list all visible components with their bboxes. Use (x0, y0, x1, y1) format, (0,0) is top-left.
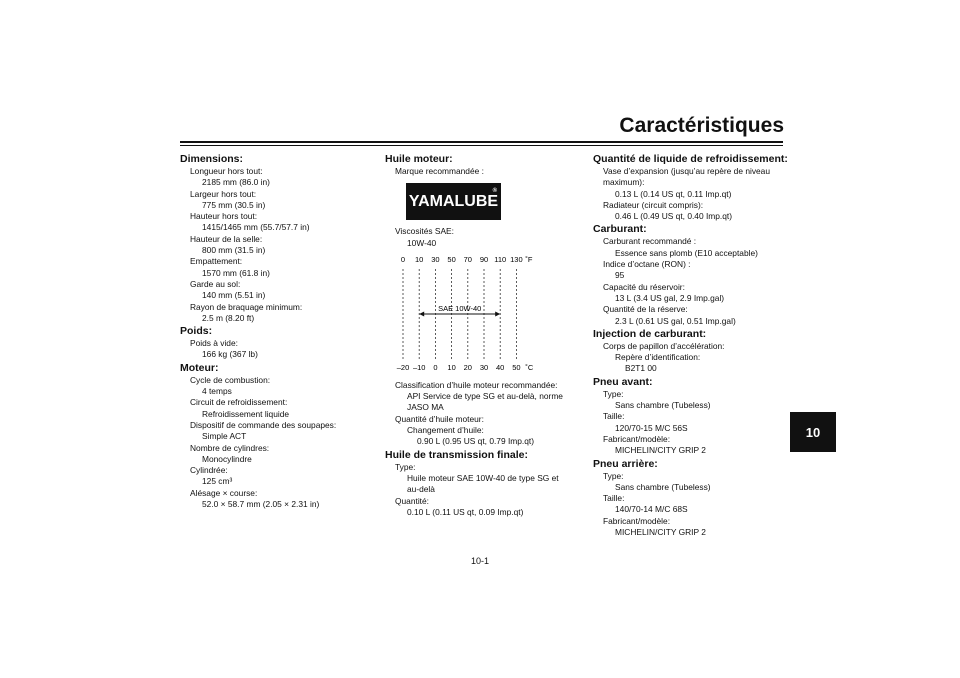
logo-text: YAMALUBE (408, 192, 499, 210)
qty-label: Quantité d’huile moteur: (395, 413, 484, 424)
chart-bottom-tick: 0 (433, 362, 438, 372)
spec-value: Sans chambre (Tubeless) (615, 481, 711, 492)
chart-bottom-tick: 50 (512, 362, 521, 372)
trans-qty-value: 0.10 L (0.11 US qt, 0.09 Imp.qt) (407, 506, 524, 517)
class-value-1: API Service de type SG et au-delà, norme (407, 391, 563, 402)
chart-top-tick: 90 (479, 254, 489, 264)
spec-value: 140/70-14 M/C 68S (615, 504, 688, 515)
column-1 (180, 152, 375, 510)
spec-value: 120/70-15 M/C 56S (615, 422, 688, 433)
spec-label: Taille: (603, 411, 625, 422)
spec-label: Hauteur de la selle: (190, 233, 263, 244)
visc-value: 10W-40 (407, 237, 437, 248)
page-title: Caractéristiques (619, 114, 784, 137)
poids-heading: Poids: (180, 325, 213, 338)
change-value: 0.90 L (0.95 US qt, 0.79 Imp.qt) (417, 436, 535, 447)
spec-label: Largeur hors tout: (190, 188, 257, 199)
injection-body-label: Corps de papillon d’accélération: (603, 340, 725, 351)
huile-heading: Huile moteur: (385, 153, 453, 165)
spec-label: Type: (603, 388, 624, 399)
spec-label: Quantité de la réserve: (603, 304, 688, 315)
spec-value: 2.5 m (8.20 ft) (202, 312, 255, 323)
spec-value: 1570 mm (61.8 in) (202, 267, 270, 278)
chart-range-arrow-right (495, 311, 500, 316)
spec-label: Hauteur hors tout: (190, 211, 258, 222)
spec-value: 125 cm³ (202, 476, 233, 487)
chart-range-arrow-left (419, 311, 424, 316)
pneu-arriere-heading: Pneu arrière: (593, 457, 658, 470)
spec-label: Dispositif de commande des soupapes: (190, 419, 337, 430)
spec-label: Indice d’octane (RON) : (603, 259, 691, 270)
chart-top-tick: 30 (431, 254, 440, 264)
injection-id-value: B2T1 00 (625, 363, 657, 374)
spec-value: 95 (615, 270, 625, 281)
trans-type-value-2: au-delà (407, 484, 435, 495)
vase-label-1: Vase d’expansion (jusqu’au repère de niveau (603, 166, 770, 176)
chart-top-tick: 110 (494, 254, 507, 264)
viscosity-chart (395, 254, 565, 376)
chart-bottom-tick: 10 (447, 362, 456, 372)
spec-value: 2185 mm (86.0 in) (202, 177, 270, 188)
spec-value: MICHELIN/CITY GRIP 2 (615, 445, 706, 456)
chart-top-tick: 130 (510, 254, 523, 264)
spec-value: Simple ACT (202, 431, 247, 442)
spec-label: Garde au sol: (190, 278, 241, 289)
section-tab: 10 (790, 412, 836, 452)
pneu-avant-list (593, 389, 788, 457)
refroid-heading: Quantité de liquide de refroidissement: (593, 153, 788, 165)
spec-label: Nombre de cylindres: (190, 442, 270, 453)
column-2 (385, 152, 580, 518)
spec-value: Refroidissement liquide (202, 408, 290, 419)
spec-value: MICHELIN/CITY GRIP 2 (615, 527, 706, 538)
spec-value: 13 L (3.4 US gal, 2.9 Imp.gal) (615, 292, 725, 303)
spec-value: 800 mm (31.5 in) (202, 245, 266, 256)
header-rule-thin (180, 145, 783, 146)
spec-label: Fabricant/modèle: (603, 433, 671, 444)
spec-label: Cylindrée: (190, 465, 228, 476)
chart-top-tick: 50 (447, 254, 456, 264)
spec-value: 775 mm (30.5 in) (202, 199, 266, 210)
dimensions-heading: Dimensions: (180, 153, 244, 165)
chart-bottom-tick: 40 (496, 362, 505, 372)
trans-type-label: Type: (395, 461, 416, 472)
injection-id-label: Repère d’identification: (615, 352, 701, 363)
carburant-heading: Carburant: (593, 223, 647, 236)
moteur-heading: Moteur: (180, 361, 219, 374)
spec-label: Capacité du réservoir: (603, 281, 685, 292)
spec-label: Taille: (603, 493, 625, 504)
chart-bottom-tick: –20 (396, 362, 410, 372)
spec-value: 140 mm (5.51 in) (202, 290, 266, 301)
spec-value: Essence sans plomb (E10 acceptable) (615, 247, 758, 258)
rad-label: Radiateur (circuit compris): (603, 199, 704, 210)
spec-label: Poids à vide: (190, 338, 238, 349)
spec-label: Type: (603, 470, 624, 481)
chart-top-tick: 10 (415, 254, 424, 264)
spec-label: Carburant recommandé : (603, 236, 697, 247)
pneu-arriere-list (593, 471, 788, 539)
chart-series-label: SAE 10W-40 (438, 303, 482, 313)
header-rule (180, 141, 783, 143)
spec-value: Sans chambre (Tubeless) (615, 400, 711, 411)
chart-bottom-unit: ˚C (525, 362, 534, 372)
poids-list (180, 338, 375, 361)
carburant-list (593, 236, 788, 326)
trans-type-value-1: Huile moteur SAE 10W-40 de type SG et (407, 472, 559, 483)
dimensions-list (180, 166, 375, 324)
spec-value: 2.3 L (0.61 US gal, 0.51 Imp.gal) (615, 315, 736, 326)
visc-label: Viscosités SAE: (395, 226, 454, 237)
spec-label: Fabricant/modèle: (603, 515, 671, 526)
spec-value: 166 kg (367 lb) (202, 349, 258, 360)
chart-bottom-tick: 30 (479, 362, 489, 372)
chart-top-tick: 70 (463, 254, 472, 264)
spec-value: 4 temps (202, 386, 232, 397)
spec-label: Longueur hors tout: (190, 166, 263, 176)
pneu-avant-heading: Pneu avant: (593, 375, 653, 388)
chart-top-tick: 0 (400, 254, 406, 264)
logo-mark: ® (492, 188, 497, 195)
trans-qty-label: Quantité: (395, 495, 429, 506)
moteur-list (180, 375, 375, 511)
class-value-2: JASO MA (407, 402, 444, 413)
rad-value: 0.46 L (0.49 US qt, 0.40 Imp.qt) (615, 211, 733, 222)
spec-label: Circuit de refroidissement: (190, 397, 288, 408)
vase-value: 0.13 L (0.14 US qt, 0.11 Imp.qt) (615, 188, 732, 199)
yamalube-logo (406, 183, 501, 220)
spec-value: 52.0 × 58.7 mm (2.05 × 2.31 in) (202, 499, 320, 510)
chart-bottom-tick: –10 (412, 362, 426, 372)
brand-label: Marque recommandée : (395, 166, 484, 176)
vase-label-2: maximum): (603, 177, 645, 188)
spec-label: Cycle de combustion: (190, 374, 271, 385)
transmission-heading: Huile de transmission finale: (385, 448, 528, 461)
spec-label: Empattement: (190, 256, 243, 267)
spec-label: Rayon de braquage minimum: (190, 301, 303, 312)
viscosity-chart-svg (395, 254, 565, 376)
spec-value: Monocylindre (202, 453, 252, 464)
class-label: Classification d’huile moteur recommandée: (395, 379, 558, 390)
injection-heading: Injection de carburant: (593, 327, 707, 340)
spec-label: Alésage × course: (190, 487, 258, 498)
chart-top-unit: ˚F (525, 254, 533, 264)
spec-value: 1415/1465 mm (55.7/57.7 in) (202, 222, 310, 233)
change-label: Changement d’huile: (407, 425, 484, 436)
chart-bottom-tick: 20 (463, 362, 472, 372)
page-number: 10-1 (470, 556, 489, 566)
column-3 (593, 152, 788, 538)
